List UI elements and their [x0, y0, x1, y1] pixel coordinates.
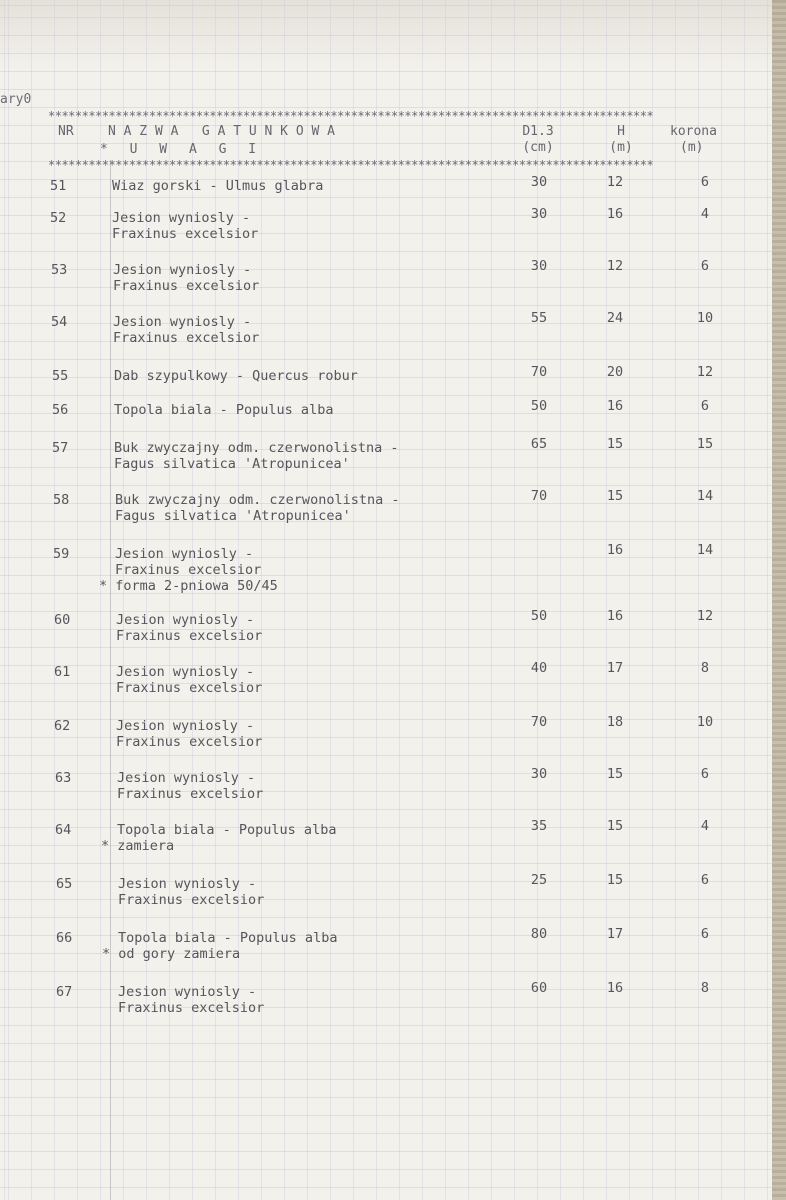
row-note: * forma 2-pniowa 50/45: [99, 578, 278, 594]
height-value: 15: [606, 872, 624, 888]
height-value: 16: [606, 398, 624, 414]
species-name-line1: Topola biala - Populus alba: [114, 402, 334, 418]
diameter-value: 55: [530, 310, 548, 326]
row-number: 59: [53, 546, 70, 562]
scan-shadow: [0, 0, 786, 70]
species-name-line1: Topola biala - Populus alba: [117, 822, 337, 838]
species-name-line1: Jesion wyniosly -: [113, 314, 252, 330]
diameter-value: 30: [530, 206, 548, 222]
species-name-line1: Buk zwyczajny odm. czerwonolistna -: [115, 492, 400, 508]
row-number: 53: [51, 262, 68, 278]
separator-bottom: ******************************************************************************************: [48, 158, 654, 172]
row-number: 67: [56, 984, 73, 1000]
diameter-value: 50: [530, 608, 548, 624]
header-h-unit: (m): [609, 140, 633, 155]
species-name-line2: Fraxinus excelsior: [112, 226, 259, 242]
crown-value: 4: [700, 206, 710, 222]
diameter-value: 30: [530, 258, 548, 274]
diameter-value: 50: [530, 398, 548, 414]
height-value: 20: [606, 364, 624, 380]
crown-value: 15: [696, 436, 714, 452]
header-nr: NR: [58, 124, 74, 139]
row-number: 56: [52, 402, 69, 418]
row-number: 57: [52, 440, 69, 456]
diameter-value: 30: [530, 766, 548, 782]
header-d-label: D1.3: [522, 124, 554, 139]
row-number: 61: [54, 664, 71, 680]
header-note: * U W A G I: [100, 142, 264, 157]
crown-value: 6: [700, 926, 710, 942]
diameter-value: 70: [530, 714, 548, 730]
header-d-unit: (cm): [522, 140, 554, 155]
header-h-label: H: [617, 124, 625, 139]
header-name: N A Z W A G A T U N K O W A: [108, 124, 335, 139]
height-value: 15: [606, 818, 624, 834]
species-name-line1: Jesion wyniosly -: [117, 770, 256, 786]
height-value: 24: [606, 310, 624, 326]
species-name-line2: Fraxinus excelsior: [116, 680, 263, 696]
height-value: 15: [606, 766, 624, 782]
diameter-value: 35: [530, 818, 548, 834]
crown-value: 14: [696, 542, 714, 558]
row-note: * od gory zamiera: [102, 946, 241, 962]
species-name-line1: Jesion wyniosly -: [112, 210, 251, 226]
row-number: 58: [53, 492, 70, 508]
species-name-line2: Fagus silvatica 'Atropunicea': [115, 508, 351, 524]
diameter-value: 70: [530, 364, 548, 380]
row-number: 66: [56, 930, 73, 946]
separator-top: ******************************************************************************************: [48, 109, 654, 123]
species-name-line1: Topola biala - Populus alba: [118, 930, 338, 946]
file-name: ary0: [0, 92, 32, 107]
row-number: 55: [52, 368, 69, 384]
height-value: 17: [606, 926, 624, 942]
crown-value: 6: [700, 398, 710, 414]
height-value: 16: [606, 206, 624, 222]
crown-value: 10: [696, 310, 714, 326]
crown-value: 12: [696, 608, 714, 624]
species-name-line2: Fraxinus excelsior: [113, 278, 260, 294]
species-name-line1: Jesion wyniosly -: [116, 718, 255, 734]
row-number: 52: [50, 210, 67, 226]
crown-value: 6: [700, 174, 710, 190]
row-number: 62: [54, 718, 71, 734]
crown-value: 8: [700, 980, 710, 996]
margin-line: [110, 160, 111, 1200]
species-name-line2: Fraxinus excelsior: [116, 734, 263, 750]
row-number: 54: [51, 314, 68, 330]
row-note: * zamiera: [101, 838, 175, 854]
row-number: 63: [55, 770, 72, 786]
diameter-value: 30: [530, 174, 548, 190]
species-name-line1: Jesion wyniosly -: [115, 546, 254, 562]
species-name-line1: Wiaz gorski - Ulmus glabra: [112, 178, 324, 194]
row-number: 51: [50, 178, 67, 194]
height-value: 16: [606, 542, 624, 558]
row-number: 60: [54, 612, 71, 628]
species-name-line1: Jesion wyniosly -: [113, 262, 252, 278]
row-number: 65: [56, 876, 73, 892]
species-name-line1: Jesion wyniosly -: [116, 664, 255, 680]
diameter-value: 60: [530, 980, 548, 996]
crown-value: 4: [700, 818, 710, 834]
diameter-value: 25: [530, 872, 548, 888]
species-name-line2: Fraxinus excelsior: [118, 892, 265, 908]
crown-value: 14: [696, 488, 714, 504]
height-value: 16: [606, 608, 624, 624]
crown-value: 8: [700, 660, 710, 676]
height-value: 16: [606, 980, 624, 996]
height-value: 15: [606, 488, 624, 504]
diameter-value: 40: [530, 660, 548, 676]
height-value: 12: [606, 174, 624, 190]
species-name-line2: Fraxinus excelsior: [118, 1000, 265, 1016]
crown-value: 6: [700, 766, 710, 782]
species-name-line2: Fagus silvatica 'Atropunicea': [114, 456, 350, 472]
crown-value: 12: [696, 364, 714, 380]
species-name-line1: Jesion wyniosly -: [118, 876, 257, 892]
species-name-line1: Dab szypulkowy - Quercus robur: [114, 368, 358, 384]
crown-value: 6: [700, 872, 710, 888]
crown-value: 6: [700, 258, 710, 274]
row-number: 64: [55, 822, 72, 838]
height-value: 15: [606, 436, 624, 452]
species-name-line2: Fraxinus excelsior: [117, 786, 264, 802]
species-name-line1: Buk zwyczajny odm. czerwonolistna -: [114, 440, 399, 456]
species-name-line1: Jesion wyniosly -: [118, 984, 257, 1000]
height-value: 17: [606, 660, 624, 676]
height-value: 12: [606, 258, 624, 274]
diameter-value: 65: [530, 436, 548, 452]
perforated-edge: [772, 0, 786, 1200]
height-value: 18: [606, 714, 624, 730]
header-k-label: korona: [670, 124, 717, 139]
header-k-unit: (m): [680, 140, 704, 155]
species-name-line2: Fraxinus excelsior: [116, 628, 263, 644]
diameter-value: 70: [530, 488, 548, 504]
crown-value: 10: [696, 714, 714, 730]
species-name-line2: Fraxinus excelsior: [113, 330, 260, 346]
diameter-value: 80: [530, 926, 548, 942]
species-name-line1: Jesion wyniosly -: [116, 612, 255, 628]
species-name-line2: Fraxinus excelsior: [115, 562, 262, 578]
